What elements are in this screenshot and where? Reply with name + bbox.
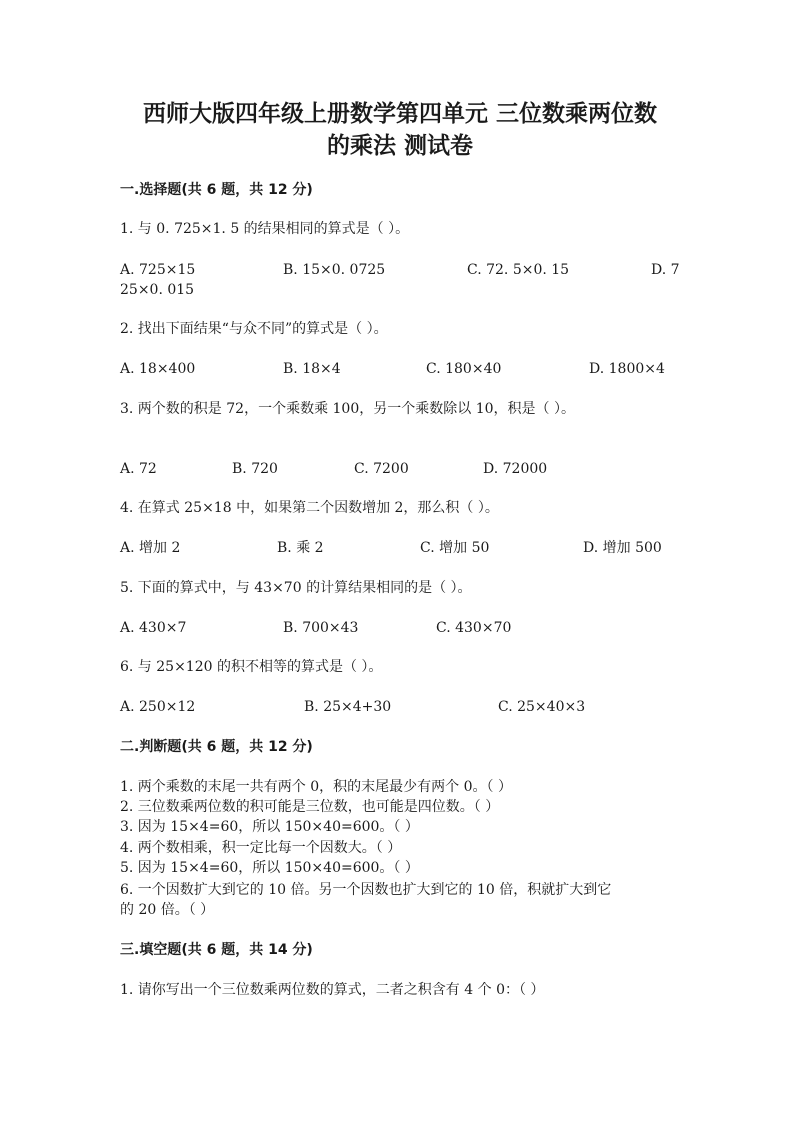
- question-2-option-c: C. 180×40: [426, 361, 502, 377]
- section-heading-judgment: 二.判断题(共 6 题，共 12 分): [120, 739, 313, 755]
- judgment-item-5: 5. 因为 15×4=60，所以 150×40=600。（ ）: [120, 860, 419, 876]
- question-stem-5: 5. 下面的算式中，与 43×70 的计算结果相同的是（ ）。: [120, 580, 472, 596]
- section-heading-fill: 三.填空题(共 6 题，共 14 分): [120, 942, 313, 958]
- question-4-option-c: C. 增加 50: [420, 540, 490, 556]
- question-5-option-c: C. 430×70: [436, 620, 512, 636]
- question-4-option-d: D. 增加 500: [583, 540, 662, 556]
- fill-item-1: 1. 请你写出一个三位数乘两位数的算式，二者之积含有 4 个 0：（ ）: [120, 982, 545, 998]
- question-5-option-a: A. 430×7: [120, 620, 187, 636]
- question-2-option-d: D. 1800×4: [589, 361, 665, 377]
- question-stem-6: 6. 与 25×120 的积不相等的算式是（ ）。: [120, 659, 383, 675]
- question-1-option-c: C. 72. 5×0. 15: [467, 262, 570, 278]
- judgment-item-4: 4. 两个数相乘，积一定比每一个因数大。（ ）: [120, 840, 402, 856]
- page-title-line-2: 的乘法 测试卷: [326, 132, 473, 159]
- question-6-option-a: A. 250×12: [120, 699, 196, 715]
- question-6-option-c: C. 25×40×3: [498, 699, 586, 715]
- question-stem-1: 1. 与 0. 725×1. 5 的结果相同的算式是（ ）。: [120, 221, 410, 237]
- judgment-item-6: 6. 一个因数扩大到它的 10 倍。另一个因数也扩大到它的 10 倍，积就扩大到它: [120, 882, 612, 898]
- question-4-option-a: A. 增加 2: [120, 540, 181, 556]
- judgment-item-6-wrap: 的 20 倍。（ ）: [120, 902, 215, 918]
- question-6-option-b: B. 25×4+30: [304, 699, 392, 715]
- judgment-item-2: 2. 三位数乘两位数的积可能是三位数，也可能是四位数。（ ）: [120, 799, 500, 815]
- question-3-option-a: A. 72: [120, 461, 157, 477]
- question-1-option-a: A. 725×15: [120, 262, 196, 278]
- question-4-option-b: B. 乘 2: [277, 540, 324, 556]
- question-2-option-b: B. 18×4: [283, 361, 341, 377]
- page-title-line-1: 西师大版四年级上册数学第四单元 三位数乘两位数: [142, 100, 657, 127]
- question-1-option-d: D. 7: [651, 262, 680, 278]
- question-3-option-c: C. 7200: [354, 461, 409, 477]
- judgment-item-1: 1. 两个乘数的末尾一共有两个 0，积的末尾最少有两个 0。（ ）: [120, 779, 512, 795]
- question-2-option-a: A. 18×400: [120, 361, 196, 377]
- question-3-option-d: D. 72000: [483, 461, 548, 477]
- question-1-option-b: B. 15×0. 0725: [283, 262, 386, 278]
- section-heading-choice: 一.选择题(共 6 题，共 12 分): [120, 182, 313, 198]
- judgment-item-3: 3. 因为 15×4=60，所以 150×40=600。（ ）: [120, 819, 419, 835]
- question-stem-4: 4. 在算式 25×18 中，如果第二个因数增加 2，那么积（ ）。: [120, 500, 499, 516]
- question-3-option-b: B. 720: [232, 461, 278, 477]
- question-5-option-b: B. 700×43: [283, 620, 359, 636]
- question-stem-2: 2. 找出下面结果“与众不同”的算式是（ ）。: [120, 321, 388, 337]
- question-stem-3: 3. 两个数的积是 72，一个乘数乘 100，另一个乘数除以 10，积是（ ）。: [120, 401, 575, 417]
- question-1-option-d-wrap: 25×0. 015: [120, 282, 195, 298]
